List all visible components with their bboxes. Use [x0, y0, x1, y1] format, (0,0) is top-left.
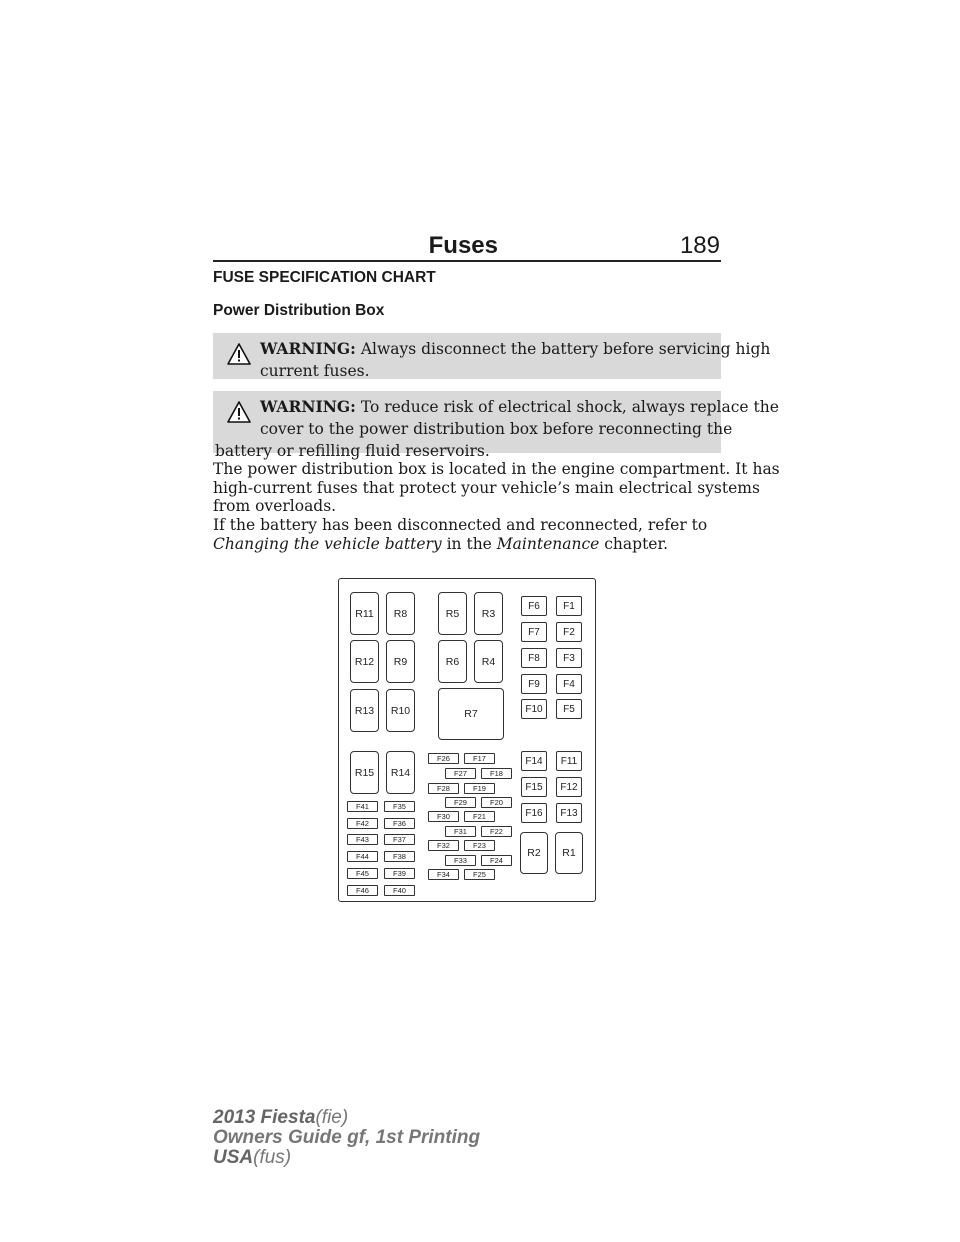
- fuse-f7: F7: [521, 622, 547, 642]
- relay-r15: R15: [350, 751, 379, 794]
- relay-r14: R14: [386, 751, 415, 794]
- relay-r1: R1: [555, 832, 583, 874]
- fuse-f40: F40: [384, 885, 415, 896]
- warning-triangle-icon: [227, 343, 251, 365]
- warning-box-2: [213, 391, 779, 460]
- paragraph-location: The power distribution box is located in the engine compartment. It has high-current fuses that protect your vehicle’s main electrical systems from overloads.: [213, 460, 780, 515]
- fuse-f3: F3: [556, 648, 582, 668]
- fuse-f6: F6: [521, 596, 547, 616]
- fuse-f25: F25: [464, 869, 495, 880]
- fuse-f39: F39: [384, 868, 415, 879]
- fuse-f38: F38: [384, 851, 415, 862]
- warning-line: WARNING: To reduce risk of electrical shock, always replace the: [260, 397, 779, 416]
- fuse-f12: F12: [556, 777, 582, 797]
- relay-r9: R9: [386, 640, 415, 683]
- warning-line: battery or refilling fluid reservoirs.: [215, 442, 490, 460]
- relay-r5: R5: [438, 592, 467, 635]
- fuse-f18: F18: [481, 768, 512, 779]
- chart-heading: FUSE SPECIFICATION CHART: [213, 269, 436, 286]
- fuse-f14: F14: [521, 751, 547, 771]
- warning-triangle-icon: [227, 401, 251, 423]
- fuse-f11: F11: [556, 751, 582, 771]
- relay-r7: R7: [438, 688, 504, 740]
- paragraph-battery: If the battery has been disconnected and reconnected, refer to Changing the vehicle battery in the Maintenance chapter.: [213, 516, 708, 553]
- fuse-f36: F36: [384, 818, 415, 829]
- fuse-f34: F34: [428, 869, 459, 880]
- relay-r4: R4: [474, 640, 503, 683]
- maintenance-chapter-link[interactable]: Maintenance: [496, 534, 600, 553]
- fuse-f41: F41: [347, 801, 378, 812]
- relay-r11: R11: [350, 592, 379, 635]
- warning-label: WARNING:: [260, 339, 356, 358]
- relay-r8: R8: [386, 592, 415, 635]
- battery-section-link[interactable]: Changing the vehicle battery: [213, 534, 442, 553]
- fuse-f16: F16: [521, 803, 547, 823]
- fuse-f44: F44: [347, 851, 378, 862]
- section-title: Fuses: [428, 232, 498, 259]
- relay-r10: R10: [386, 689, 415, 732]
- power-distribution-box-diagram: [338, 578, 596, 902]
- relay-r3: R3: [474, 592, 503, 635]
- fuse-f15: F15: [521, 777, 547, 797]
- fuse-f5: F5: [556, 699, 582, 719]
- fuse-f10: F10: [521, 699, 547, 719]
- fuse-f23: F23: [464, 840, 495, 851]
- fuse-f43: F43: [347, 834, 378, 845]
- fuse-f46: F46: [347, 885, 378, 896]
- fuse-f8: F8: [521, 648, 547, 668]
- footer: 2013 Fiesta(fie) Owners Guide gf, 1st Printing USA(fus): [213, 1107, 481, 1168]
- fuse-f42: F42: [347, 818, 378, 829]
- fuse-f22: F22: [481, 826, 512, 837]
- relay-r2: R2: [520, 832, 548, 874]
- fuse-f13: F13: [556, 803, 582, 823]
- page-number: 189: [679, 232, 720, 259]
- header-rule: [213, 260, 721, 262]
- fuse-f33: F33: [445, 855, 476, 866]
- fuse-f20: F20: [481, 797, 512, 808]
- relay-r12: R12: [350, 640, 379, 683]
- fuse-f31: F31: [445, 826, 476, 837]
- subheading: Power Distribution Box: [213, 302, 385, 319]
- fuse-f24: F24: [481, 855, 512, 866]
- warning-line: current fuses.: [260, 362, 370, 380]
- fuse-f26: F26: [428, 753, 459, 764]
- relay-r13: R13: [350, 689, 379, 732]
- warning-label: WARNING:: [260, 397, 356, 416]
- fuse-f32: F32: [428, 840, 459, 851]
- fuse-f29: F29: [445, 797, 476, 808]
- fuse-f30: F30: [428, 811, 459, 822]
- fuse-f37: F37: [384, 834, 415, 845]
- fuse-f28: F28: [428, 783, 459, 794]
- fuse-f27: F27: [445, 768, 476, 779]
- fuse-f9: F9: [521, 674, 547, 694]
- fuse-f2: F2: [556, 622, 582, 642]
- fuse-f1: F1: [556, 596, 582, 616]
- warning-line: WARNING: Always disconnect the battery before servicing high: [260, 339, 771, 358]
- relay-r6: R6: [438, 640, 467, 683]
- fuse-f21: F21: [464, 811, 495, 822]
- warning-line: cover to the power distribution box before reconnecting the: [260, 420, 733, 438]
- warning-box-1: [213, 333, 771, 380]
- fuse-f17: F17: [464, 753, 495, 764]
- fuse-f45: F45: [347, 868, 378, 879]
- fuse-f35: F35: [384, 801, 415, 812]
- fuse-f4: F4: [556, 674, 582, 694]
- fuse-f19: F19: [464, 783, 495, 794]
